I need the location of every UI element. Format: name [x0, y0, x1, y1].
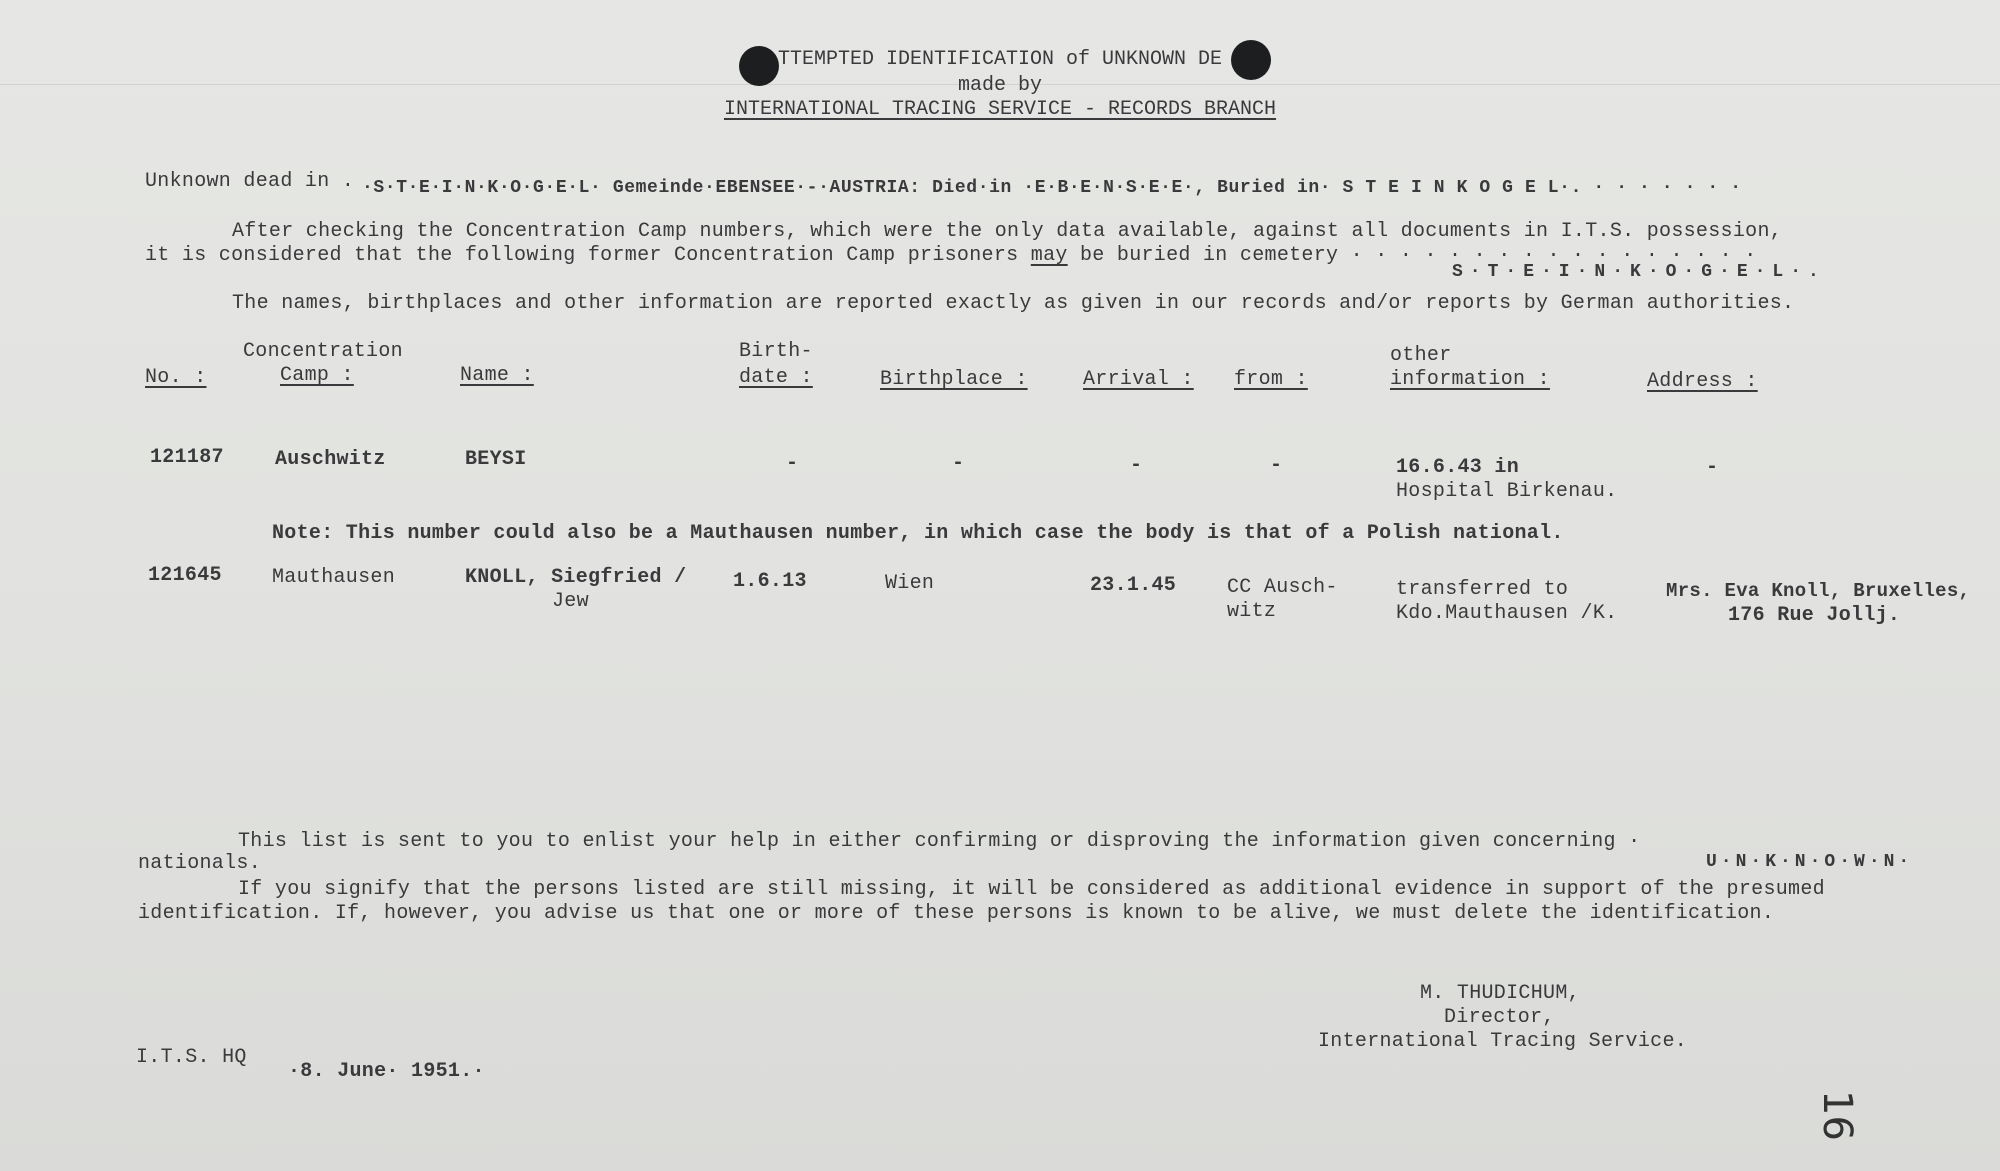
col-arrival: Arrival :: [1083, 368, 1194, 391]
col-camp-bottom: Camp :: [280, 364, 354, 387]
unknown-dead-label: Unknown dead in .: [145, 170, 355, 193]
signatory-organization: International Tracing Service.: [1318, 1030, 1688, 1053]
row-birthplace: -: [952, 452, 965, 475]
document-issuer: INTERNATIONAL TRACING SERVICE - RECORDS BRANCH: [723, 98, 1277, 121]
row-birthplace: Wien: [885, 572, 935, 595]
closing-paragraph-1-line-2: nationals.: [138, 852, 262, 875]
row-birthdate: 1.6.13: [733, 570, 807, 593]
col-other-bottom: information :: [1390, 368, 1550, 391]
intro-text-end: be buried in cemetery · · · · · · · · · · · · · · · · ·: [1079, 244, 1757, 267]
signatory-name: M. THUDICHUM,: [1420, 982, 1580, 1005]
col-birthdate-bottom: date :: [739, 366, 813, 389]
row-birthdate: -: [786, 452, 799, 475]
col-birthdate-top: Birth-: [739, 340, 813, 363]
row-other-1: transferred to: [1396, 578, 1569, 601]
col-camp-top: Concentration: [243, 340, 403, 363]
closing-paragraph-2-line-2: identification. If, however, you advise us that one or more of these persons is known to be alive, we must delete the identification.: [138, 902, 1775, 925]
unknown-dead-location: ·S·T·E·I·N·K·O·G·E·L· Gemeinde·EBENSEE·-·AUSTRIA: Died·in ·E·B·E·N·S·E·E·, Buried in· S T E I N K O G E L·. · · · · · · ·: [362, 178, 1742, 198]
col-from: from :: [1234, 368, 1308, 391]
row-address: -: [1706, 456, 1719, 479]
row-camp: Mauthausen: [272, 566, 396, 589]
col-name: Name :: [460, 364, 534, 387]
row-arrival: 23.1.45: [1090, 574, 1177, 597]
row-name-line-2: Jew: [552, 590, 589, 613]
row-camp: Auschwitz: [275, 448, 386, 471]
closing-paragraph-2-line-1: If you signify that the persons listed are still missing, it will be considered as additional evidence in support of the presumed: [238, 878, 1825, 901]
row-no: 121645: [148, 564, 222, 587]
row-from: -: [1270, 454, 1283, 477]
row-other-1: 16.6.43 in: [1396, 456, 1520, 479]
col-no: No. :: [145, 366, 207, 389]
row-from-line-2: witz: [1227, 600, 1277, 623]
row-name: KNOLL, Siegfried /: [465, 566, 687, 589]
page-number: 16: [1814, 1090, 1860, 1141]
records-note: The names, birthplaces and other information are reported exactly as given in our records and/or reports by German authorities.: [232, 292, 1795, 315]
row-from: CC Ausch-: [1227, 576, 1338, 599]
col-birthplace: Birthplace :: [880, 368, 1028, 391]
row-no: 121187: [150, 446, 224, 469]
intro-paragraph-line-1: After checking the Concentration Camp numbers, which were the only data available, against all documents in I.T.S. possession,: [232, 220, 1783, 243]
intro-text: it is considered that the following former Concentration Camp prisoners: [145, 244, 1019, 267]
row-other-2: Hospital Birkenau.: [1396, 480, 1618, 503]
document-title: TTEMPTED IDENTIFICATION of UNKNOWN DE: [777, 48, 1223, 71]
intro-may: may: [1030, 244, 1068, 267]
row-address-line-2: 176 Rue Jollj.: [1728, 604, 1901, 627]
row-arrival: -: [1130, 454, 1143, 477]
row-address: Mrs. Eva Knoll, Bruxelles,: [1666, 580, 1971, 602]
unknown-nationals: U·N·K·N·O·W·N·: [1706, 852, 1914, 872]
document-subtitle: made by: [957, 74, 1042, 97]
cemetery-name: S·T·E·I·N·K·O·G·E·L·.: [1452, 262, 1826, 282]
signatory-title: Director,: [1444, 1006, 1555, 1029]
row-name: BEYSI: [465, 448, 527, 471]
footer-date: ·8. June· 1951.·: [288, 1060, 485, 1083]
col-address: Address :: [1647, 370, 1758, 393]
footer-place: I.T.S. HQ: [136, 1046, 247, 1069]
closing-paragraph-1-line-1: This list is sent to you to enlist your help in either confirming or disproving the information given concerning ·: [238, 830, 1641, 853]
mauthausen-note: Note: This number could also be a Mauthausen number, in which case the body is that of a Polish national.: [272, 522, 1564, 545]
row-other-2: Kdo.Mauthausen /K.: [1396, 602, 1618, 625]
col-other-top: other: [1390, 344, 1452, 367]
